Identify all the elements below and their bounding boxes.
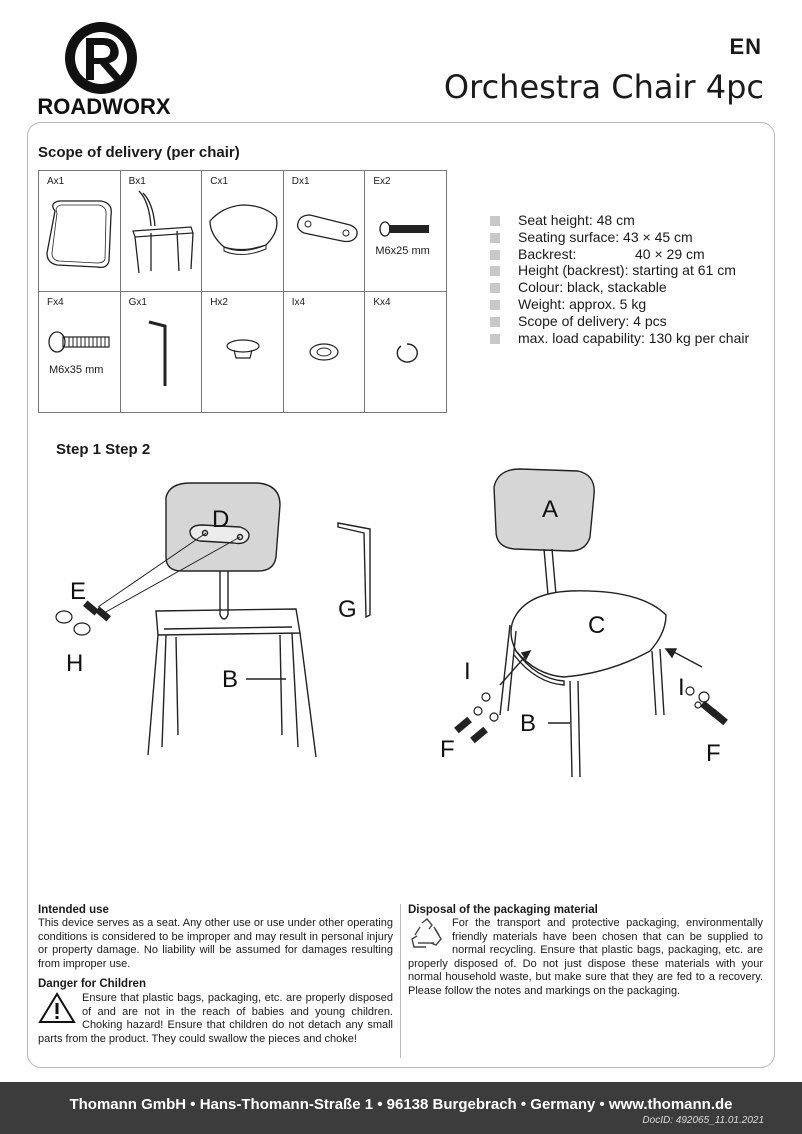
part-label: Gx1 xyxy=(128,297,147,308)
label-f-left: F xyxy=(440,736,455,763)
bolt-e-icons xyxy=(84,601,111,621)
part-cell-g xyxy=(120,292,202,413)
part-cell-a xyxy=(39,171,121,292)
spec-item: Scope of delivery: 4 pcs xyxy=(490,313,749,330)
disposal-heading: Disposal of the packaging material xyxy=(408,904,598,916)
bolt-long-icon xyxy=(39,292,121,412)
doc-id: DocID: 492065_11.01.2021 xyxy=(642,1115,764,1126)
spec-item: Weight: approx. 5 kg xyxy=(490,296,749,313)
intended-use-heading: Intended use xyxy=(38,904,109,916)
spec-item: Seat height: 48 cm xyxy=(490,212,749,229)
label-a: A xyxy=(542,496,559,523)
part-label: Ax1 xyxy=(47,176,65,187)
seat-part-icon xyxy=(202,171,284,291)
scope-title: Scope of delivery (per chair) xyxy=(38,144,240,161)
part-cell-i xyxy=(283,292,365,413)
part-label: Ix4 xyxy=(291,297,306,308)
footer-address: Thomann GmbH • Hans-Thomann-Straße 1 • 96138 Burgebrach • Germany • www.thomann.de xyxy=(69,1096,733,1113)
brand-name: ROADWORX xyxy=(37,94,171,119)
label-b-step2: B xyxy=(520,710,537,737)
disposal-section xyxy=(408,917,763,998)
part-label: Fx4 xyxy=(47,297,64,308)
fastener-icons-left xyxy=(455,693,498,742)
spec-item: Height (backrest): starting at 61 cm xyxy=(490,262,749,279)
part-cell-e xyxy=(365,171,447,292)
spec-item: Backrest: 40 × 29 cm xyxy=(490,246,749,263)
danger-section xyxy=(38,992,393,1046)
disposal-body: For the transport and protective packaging, environmentally friendly materials have been chosen that can be supplied to normal recycling. Ensure that plastic bags, packaging, etc. are properly disposed of. Do not just dispose these materials with your normal household waste, but make sure that they are fed to a recovery. Please follow the notes and markings on the packaging. xyxy=(408,917,763,997)
plate-part-icon xyxy=(284,171,366,291)
part-cell-b xyxy=(120,171,202,292)
part-note: M6x35 mm xyxy=(49,364,104,376)
part-cell-c xyxy=(202,171,284,292)
label-b-step1: B xyxy=(222,666,239,693)
recycle-icon xyxy=(408,917,446,951)
intended-use-body: This device serves as a seat. Any other use or use under other operating conditions is considered to be improper and may result in personal injury or property damage. No liability will be assumed for damages resulting from improper use. xyxy=(38,917,393,970)
part-cell-d xyxy=(283,171,365,292)
column-divider xyxy=(400,904,401,1058)
label-e: E xyxy=(70,578,87,605)
roadworx-logo-icon xyxy=(34,18,174,122)
part-cell-f xyxy=(39,292,121,413)
part-cell-h xyxy=(202,292,284,413)
part-label: Kx4 xyxy=(373,297,391,308)
brand-logo xyxy=(34,18,174,122)
hex-key-icon xyxy=(121,292,203,412)
label-i-left: I xyxy=(464,658,471,685)
spec-item: max. load capability: 130 kg per chair xyxy=(490,330,749,347)
assembly-diagram xyxy=(30,465,775,785)
part-note: M6x25 mm xyxy=(375,245,430,257)
part-label: Ex2 xyxy=(373,176,391,187)
washer-part-icon xyxy=(284,292,366,412)
label-c: C xyxy=(588,612,606,639)
part-label: Dx1 xyxy=(291,176,310,187)
part-label: Bx1 xyxy=(128,176,146,187)
danger-heading: Danger for Children xyxy=(38,978,146,990)
bolt-short-icon xyxy=(365,171,447,291)
cap-h-icons xyxy=(56,611,90,635)
frame-part-icon xyxy=(121,171,203,291)
page-title: Orchestra Chair 4pc xyxy=(443,68,764,106)
spring-ring-icon xyxy=(365,292,447,412)
label-d: D xyxy=(212,506,230,533)
part-cell-k xyxy=(365,292,447,413)
part-label: Hx2 xyxy=(210,297,228,308)
steps-title: Step 1 Step 2 xyxy=(56,441,151,458)
danger-body: Ensure that plastic bags, packaging, etc. are properly disposed of and are not in the reach of babies and young children. Choking hazard! Ensure that children do not detach any small parts from the product. They could swallow the pieces and choke! xyxy=(38,992,393,1045)
part-label: Cx1 xyxy=(210,176,228,187)
parts-table xyxy=(38,170,447,413)
fastener-icons-right xyxy=(686,687,727,724)
label-h: H xyxy=(66,650,84,677)
spec-item: Seating surface: 43 × 45 cm xyxy=(490,229,749,246)
language-code: EN xyxy=(729,34,762,59)
warning-triangle-icon xyxy=(38,992,76,1024)
cap-part-icon xyxy=(202,292,284,412)
spec-item: Colour: black, stackable xyxy=(490,279,749,296)
spec-list xyxy=(490,212,749,346)
label-f-right: F xyxy=(706,740,721,767)
step1-drawing xyxy=(98,483,370,757)
backrest-part-icon xyxy=(39,171,121,291)
label-i-right: I xyxy=(678,674,685,701)
label-g: G xyxy=(338,596,357,623)
